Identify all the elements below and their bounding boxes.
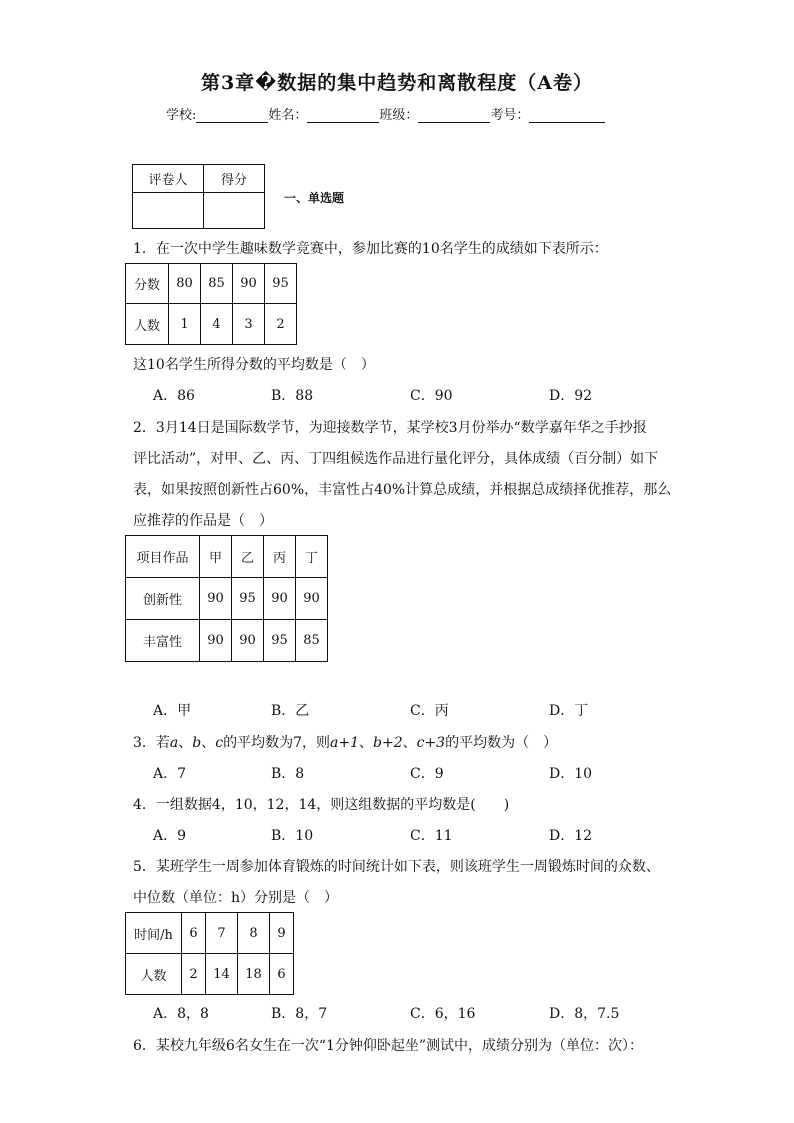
q5-line-2: 中位数（单位：h）分别是（ ） bbox=[133, 890, 339, 906]
q3-expr-1: a+1 bbox=[330, 735, 359, 751]
table-cell: 1 bbox=[169, 304, 201, 345]
q3-var-a: a bbox=[169, 735, 179, 751]
table-cell: 90 bbox=[296, 578, 328, 620]
q5-option-a[interactable]: A．8，8 bbox=[153, 1006, 209, 1022]
student-info-line bbox=[166, 104, 605, 123]
table-cell: 创新性 bbox=[126, 578, 200, 620]
table-cell: 85 bbox=[296, 620, 328, 662]
grader-cell[interactable] bbox=[133, 193, 204, 229]
q1-option-c[interactable]: C．90 bbox=[410, 388, 453, 404]
q3-option-c[interactable]: C．9 bbox=[410, 766, 444, 782]
table-cell: 人数 bbox=[126, 304, 169, 345]
q3-expr-3: c+3 bbox=[416, 735, 446, 751]
q3-sep: 、 bbox=[201, 735, 216, 751]
table-cell: 8 bbox=[238, 913, 270, 954]
q4-option-b[interactable]: B．10 bbox=[271, 828, 314, 844]
table-cell: 分数 bbox=[126, 264, 169, 304]
school-blank[interactable] bbox=[196, 122, 268, 123]
q3-expr-2: b+2 bbox=[373, 735, 403, 751]
q1-option-d[interactable]: D．92 bbox=[549, 388, 593, 404]
table-cell: 时间/h bbox=[126, 913, 182, 954]
q3-sep: 、 bbox=[402, 735, 417, 751]
table-cell: 6 bbox=[270, 954, 294, 995]
name-label: 姓名： bbox=[268, 108, 308, 123]
q4-option-d[interactable]: D．12 bbox=[549, 828, 593, 844]
table-cell: 95 bbox=[232, 578, 264, 620]
q1-table bbox=[125, 263, 297, 345]
score-header: 得分 bbox=[204, 165, 265, 193]
table-cell: 2 bbox=[182, 954, 206, 995]
table-cell: 6 bbox=[182, 913, 206, 954]
table-cell: 4 bbox=[201, 304, 233, 345]
q1-option-b[interactable]: B．88 bbox=[271, 388, 314, 404]
q2-option-d[interactable]: D．丁 bbox=[549, 703, 589, 719]
table-cell: 丰富性 bbox=[126, 620, 200, 662]
table-cell: 3 bbox=[233, 304, 265, 345]
q2-line-1: 2．3月14日是国际数学节，为迎接数学节，某学校3月份举办“数学嘉年华之手抄报 bbox=[133, 420, 647, 436]
q1-text: 1．在一次中学生趣味数学竞赛中，参加比赛的10名学生的成绩如下表所示： bbox=[133, 241, 608, 257]
grader-header: 评卷人 bbox=[133, 165, 204, 193]
table-cell: 90 bbox=[233, 264, 265, 304]
number-label: 考号： bbox=[490, 108, 530, 123]
table-cell: 7 bbox=[206, 913, 238, 954]
table-cell: 90 bbox=[200, 578, 232, 620]
q3-sep: 、 bbox=[178, 735, 193, 751]
q4-text: 4．一组数据4，10，12，14，则这组数据的平均数是( ) bbox=[133, 797, 510, 813]
q5-option-d[interactable]: D．8，7.5 bbox=[549, 1006, 620, 1022]
name-blank[interactable] bbox=[307, 122, 379, 123]
q2-option-a[interactable]: A．甲 bbox=[153, 703, 192, 719]
q1-option-a[interactable]: A．86 bbox=[153, 388, 195, 404]
q1-question: 这10名学生所得分数的平均数是（ ） bbox=[133, 357, 375, 373]
table-cell: 9 bbox=[270, 913, 294, 954]
table-cell: 人数 bbox=[126, 954, 182, 995]
table-cell: 95 bbox=[265, 264, 297, 304]
q2-line-3: 表，如果按照创新性占60%，丰富性占40%计算总成绩，并根据总成绩择优推荐，那么 bbox=[133, 482, 672, 498]
table-cell: 90 bbox=[232, 620, 264, 662]
q3-option-d[interactable]: D．10 bbox=[549, 766, 593, 782]
q5-table bbox=[125, 912, 294, 995]
grader-table bbox=[132, 164, 265, 229]
table-cell: 14 bbox=[206, 954, 238, 995]
table-cell: 丙 bbox=[264, 536, 296, 578]
q3-var-b: b bbox=[192, 735, 202, 751]
number-blank[interactable] bbox=[529, 122, 605, 123]
q3-sep: 、 bbox=[359, 735, 373, 751]
q2-line-2: 评比活动”，对甲、乙、丙、丁四组候选作品进行量化评分，具体成绩（百分制）如下 bbox=[133, 451, 659, 467]
q6-text: 6．某校九年级6名女生在一次“1分钟仰卧起坐”测试中，成绩分别为（单位：次）： bbox=[133, 1038, 644, 1054]
q2-option-b[interactable]: B．乙 bbox=[271, 703, 310, 719]
q3-mid: 的平均数为7，则 bbox=[223, 735, 331, 751]
q3-prefix: 3．若 bbox=[133, 735, 170, 751]
score-cell[interactable] bbox=[204, 193, 265, 229]
q4-option-a[interactable]: A．9 bbox=[153, 828, 187, 844]
table-cell: 18 bbox=[238, 954, 270, 995]
q3-option-b[interactable]: B．8 bbox=[271, 766, 305, 782]
table-cell: 丁 bbox=[296, 536, 328, 578]
table-cell: 乙 bbox=[232, 536, 264, 578]
q2-table bbox=[125, 535, 328, 662]
table-cell: 80 bbox=[169, 264, 201, 304]
q4-option-c[interactable]: C．11 bbox=[410, 828, 453, 844]
table-cell: 85 bbox=[201, 264, 233, 304]
table-cell: 90 bbox=[264, 578, 296, 620]
table-cell: 项目作品 bbox=[126, 536, 200, 578]
page-title: 第3章�数据的集中趋势和离散程度（A卷） bbox=[200, 72, 594, 94]
class-label: 班级： bbox=[379, 108, 419, 123]
q5-line-1: 5．某班学生一周参加体育锻炼的时间统计如下表，则该班学生一周锻炼时间的众数、 bbox=[133, 859, 660, 875]
q2-line-4: 应推荐的作品是（ ） bbox=[133, 513, 273, 529]
table-cell: 2 bbox=[265, 304, 297, 345]
school-label: 学校: bbox=[166, 108, 197, 123]
table-cell: 90 bbox=[200, 620, 232, 662]
q5-option-c[interactable]: C．6，16 bbox=[410, 1006, 476, 1022]
q5-option-b[interactable]: B．8，7 bbox=[271, 1006, 328, 1022]
table-cell: 95 bbox=[264, 620, 296, 662]
class-blank[interactable] bbox=[418, 122, 490, 123]
q2-option-c[interactable]: C．丙 bbox=[410, 703, 449, 719]
q3-suffix: 的平均数为（ ） bbox=[445, 735, 558, 751]
q3-var-c: c bbox=[215, 735, 224, 751]
table-cell: 甲 bbox=[200, 536, 232, 578]
q3-text bbox=[133, 732, 557, 752]
q3-option-a[interactable]: A．7 bbox=[153, 766, 187, 782]
section-heading: 一、单选题 bbox=[284, 191, 345, 205]
